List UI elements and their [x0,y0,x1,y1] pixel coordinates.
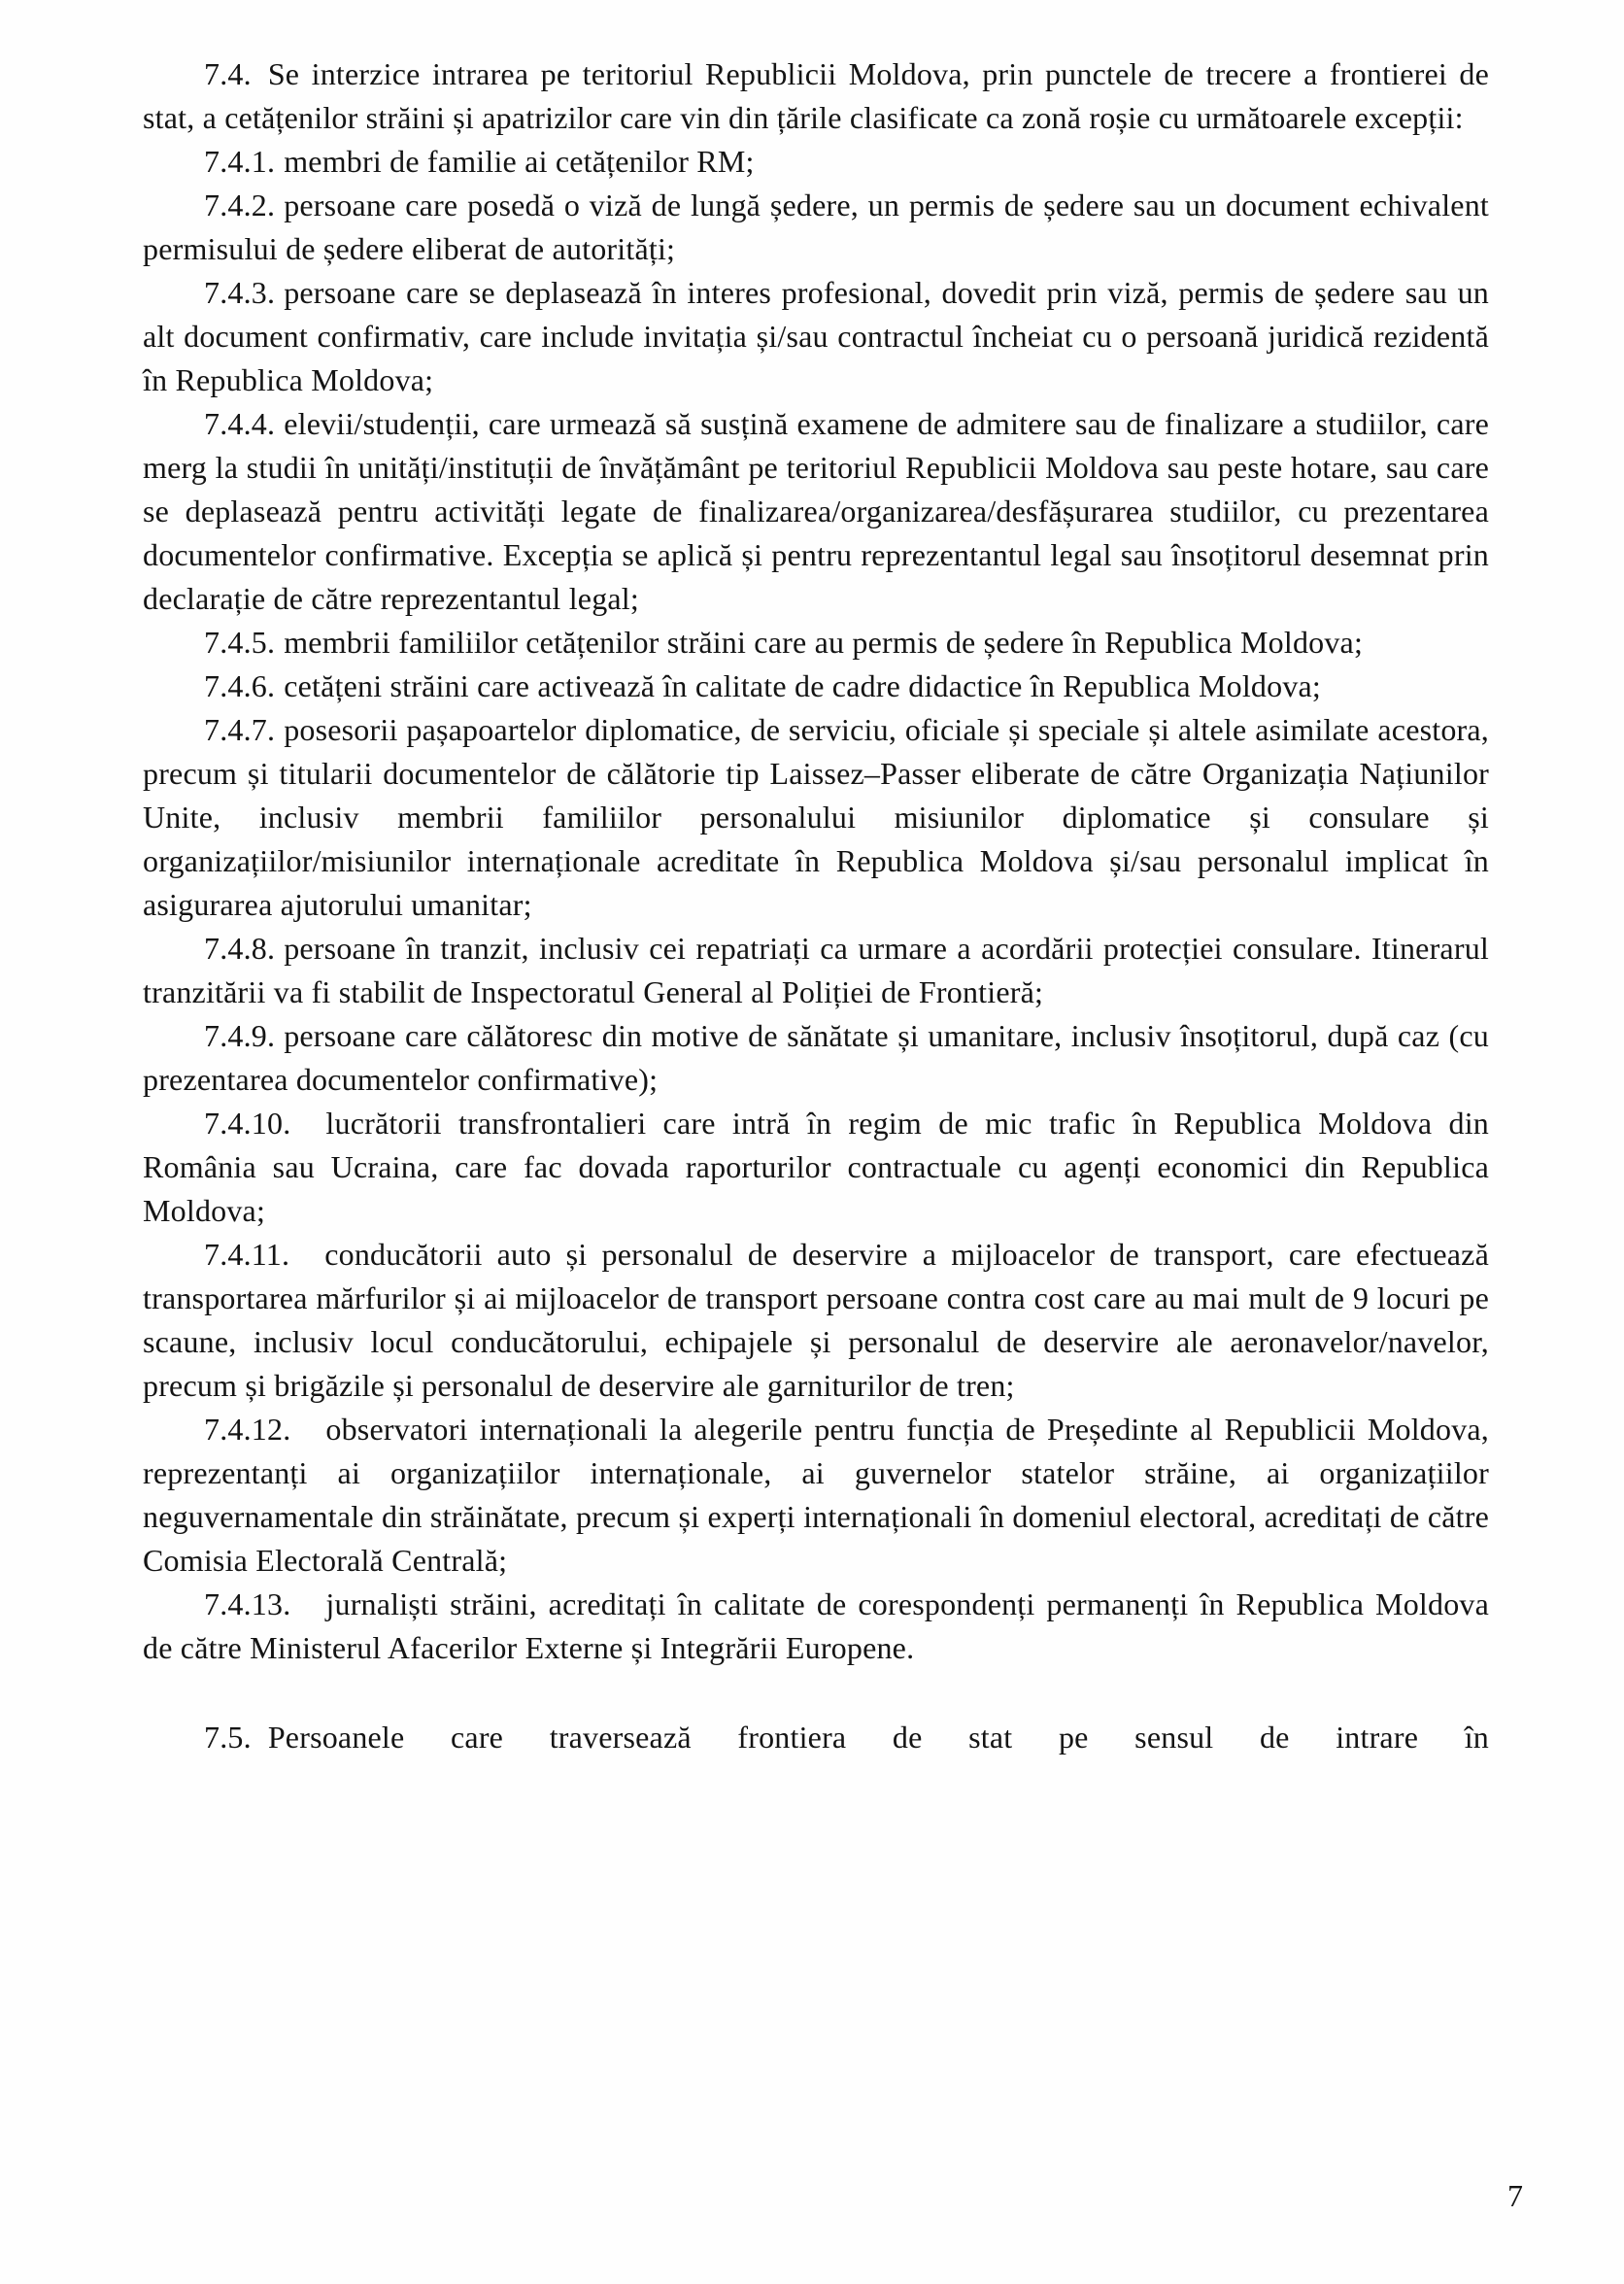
paragraph-7-4-13 [143,1583,1489,1670]
paragraph-text: posesorii pașapoartelor diplomatice, de serviciu, oficiale și speciale și altele asimilate acestora, precum și titularii documentelor de călătorie tip Laissez–Passer eliberate de către Organizația Națiunilor Unite, inclusiv membrii familiilor personalului misiunilor diplomatice și consulare și organizațiilor/misiunilor internaționale acreditate în Republica Moldova și/sau personalul implicat în asigurarea ajutorului umanitar; [143,712,1489,922]
paragraph-text: observatori internaționali la alegerile pentru funcția de Președinte al Republicii Moldova, reprezentanți ai organizațiilor internaționale, ai guvernelor statelor străine, ai organizațiilor neguvernamentale din străinătate, precum și experți internaționali în domeniul electoral, acreditați de către Comisia Electorală Centrală; [143,1412,1489,1578]
paragraph-text: lucrătorii transfrontalieri care intră în regim de mic trafic în Republica Moldova din România sau Ucraina, care fac dovada raporturilor contractuale cu agenți economici din Republica Moldova; [143,1106,1489,1228]
paragraph-7-4-8 [143,927,1489,1014]
paragraph-7-4-6 [143,665,1489,708]
paragraph-number: 7.4.1. [204,144,276,179]
paragraph-text: membrii familiilor cetățenilor străini care au permis de ședere în Republica Moldova; [284,625,1364,660]
paragraph-7-4-5 [143,621,1489,665]
paragraph-text: conducătorii auto și personalul de deservire a mijloacelor de transport, care efectuează transportarea mărfurilor și ai mijloacelor de transport persoane contra cost care au mai mult de 9 locuri pe scaune, inclusiv locul conducătorului, echipajele și personalul de deservire ale aeronavelor/navelor, precum și brigăzile și personalul de deservire ale garniturilor de tren; [143,1237,1489,1403]
paragraph-number: 7.4.11. [204,1237,290,1272]
paragraph-7-4-4 [143,402,1489,621]
paragraph-text: Se interzice intrarea pe teritoriul Republicii Moldova, prin punctele de trecere a frontierei de stat, a cetățenilor străini și apatrizilor care vin din țările clasificate ca zonă roșie cu următoarele excepții: [143,56,1489,135]
paragraph-text: membri de familie ai cetățenilor RM; [284,144,755,179]
paragraph-7-4-9 [143,1014,1489,1102]
paragraph-number: 7.4.13. [204,1586,291,1621]
paragraph-text: cetățeni străini care activează în calitate de cadre didactice în Republica Moldova; [284,668,1322,703]
paragraph-7-4-10 [143,1102,1489,1233]
paragraph-number: 7.4.4. [204,406,276,441]
paragraph-7-4-11 [143,1233,1489,1408]
paragraph-7-4 [143,52,1489,140]
paragraph-number: 7.4.9. [204,1018,276,1053]
paragraph-7-4-1 [143,140,1489,184]
paragraph-number: 7.4.2. [204,187,276,222]
paragraph-number: 7.4. [204,56,252,91]
paragraph-text: persoane în tranzit, inclusiv cei repatriați ca urmare a acordării protecției consulare. Itinerarul tranzitării va fi stabilit de Inspectoratul General al Poliției de Frontieră; [143,931,1489,1009]
page-number: 7 [1507,2178,1523,2213]
paragraph-number: 7.4.5. [204,625,276,660]
paragraph-text: persoane care călătoresc din motive de sănătate și umanitare, inclusiv însoțitorul, după caz (cu prezentarea documentelor confirmative); [143,1018,1489,1097]
paragraph-number: 7.4.12. [204,1412,291,1447]
paragraph-7-4-12 [143,1408,1489,1583]
paragraph-text: persoane care se deplasează în interes profesional, dovedit prin viză, permis de ședere sau un alt document confirmativ, care include invitația și/sau contractul încheiat cu o persoană juridică rezidentă în Republica Moldova; [143,275,1489,397]
paragraph-7-4-7 [143,708,1489,927]
paragraph-7-4-2 [143,184,1489,271]
paragraph-number: 7.4.10. [204,1106,291,1141]
paragraph-text: persoane care posedă o viză de lungă ședere, un permis de ședere sau un document echivalent permisului de ședere eliberat de autorități; [143,187,1489,266]
paragraph-number: 7.4.3. [204,275,276,310]
paragraph-7-4-3 [143,271,1489,402]
document-body [143,52,1489,1759]
paragraph-text: Persoanele care traversează frontiera de stat pe sensul de intrare în [267,1720,1489,1755]
paragraph-text: elevii/studenții, care urmează să susțină examene de admitere sau de finalizare a studiilor, care merg la studii în unități/instituții de învățământ pe teritoriul Republicii Moldova sau peste hotare, sau care se deplasează pentru activități legate de finalizarea/organizarea/desfășurarea studiilor, cu prezentarea documentelor confirmative. Excepția se aplică și pentru reprezentantul legal sau însoțitorul desemnat prin declarație de către reprezentantul legal; [143,406,1489,616]
paragraph-7-5 [143,1716,1489,1759]
paragraph-number: 7.4.6. [204,668,276,703]
paragraph-number: 7.4.8. [204,931,276,966]
paragraph-number: 7.4.7. [204,712,276,747]
paragraph-number: 7.5. [204,1720,252,1755]
paragraph-text: jurnaliști străini, acreditați în calitate de corespondenți permanenți în Republica Moldova de către Ministerul Afacerilor Externe și Integrării Europene. [143,1586,1489,1665]
